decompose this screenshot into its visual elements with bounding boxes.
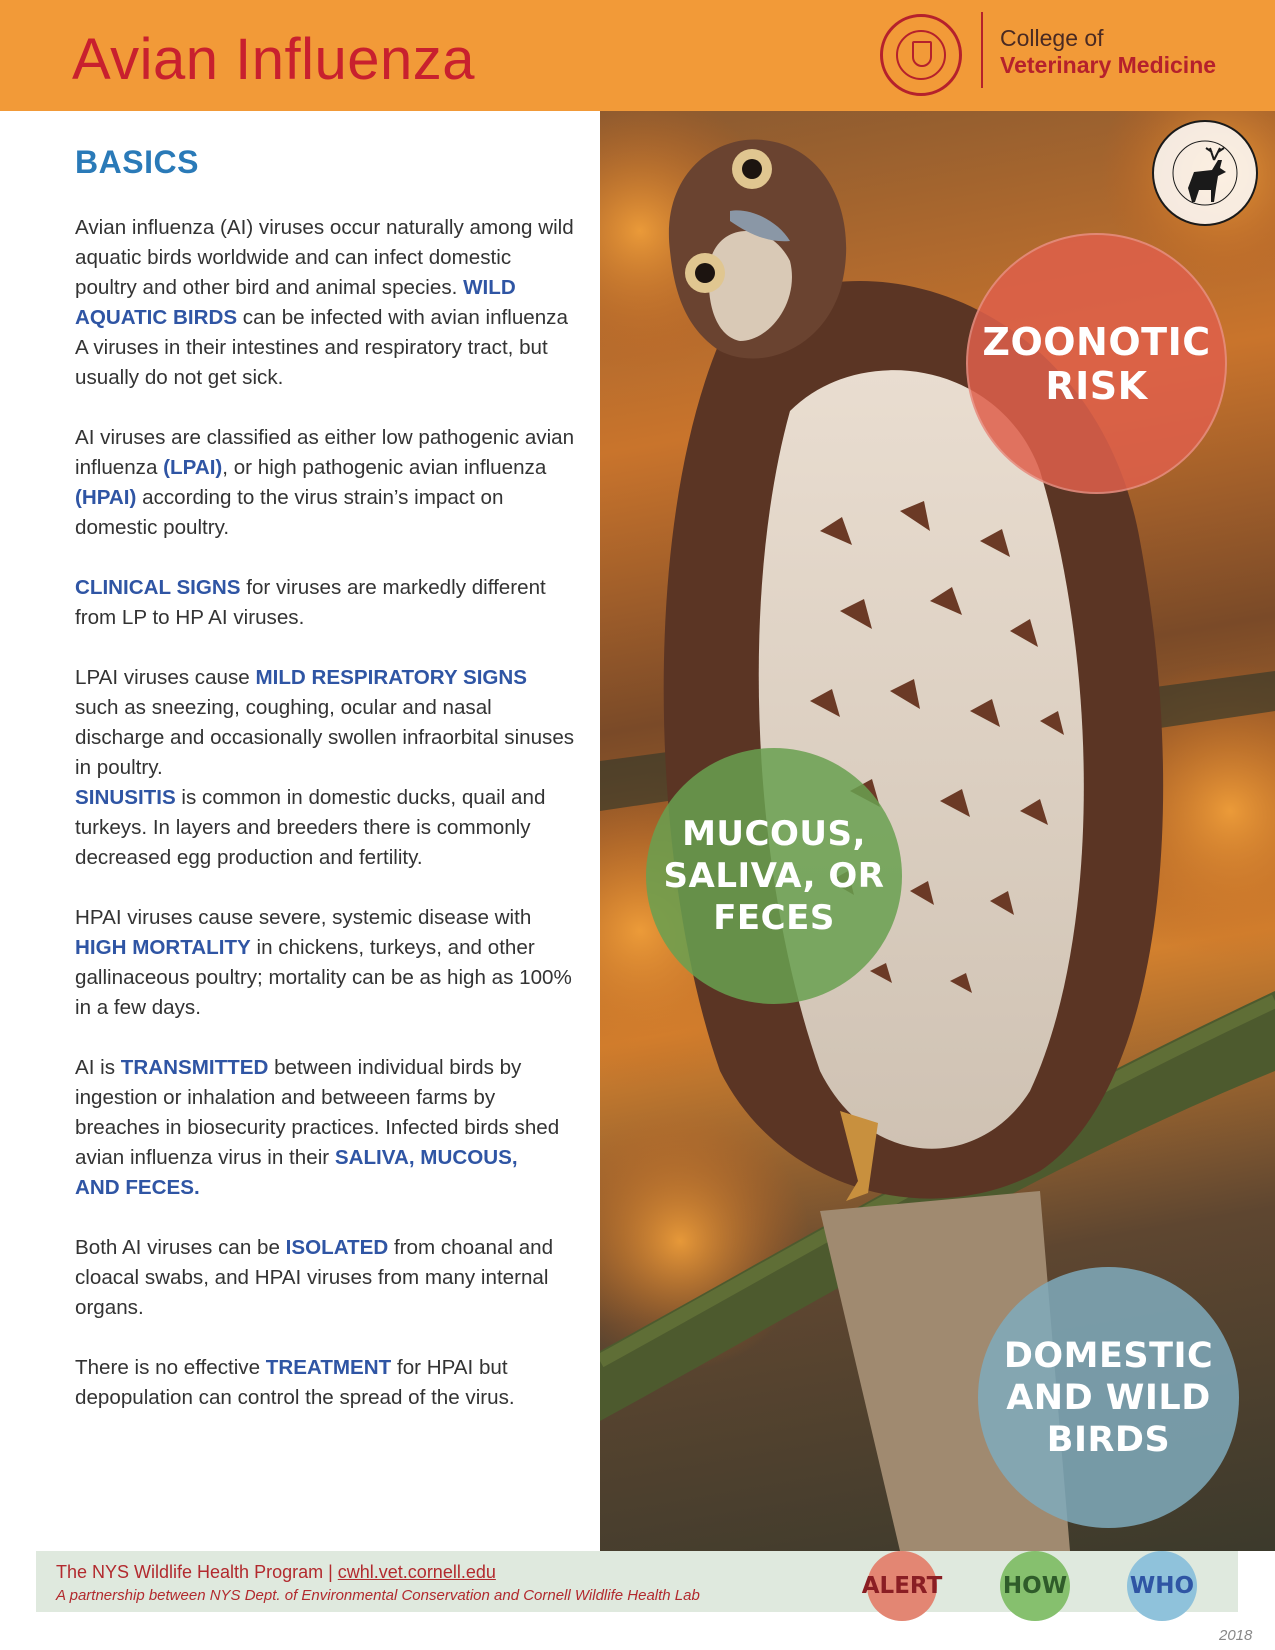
- college-name-line1: College of: [1000, 25, 1104, 51]
- paragraph-sinusitis: SINUSITIS is common in domestic ducks, quail and turkeys. In layers and breeders there is commonly decreased egg production and fertility.: [75, 786, 546, 869]
- highlight-sinusitis: SINUSITIS: [75, 786, 176, 809]
- highlight-hpai: (HPAI): [75, 486, 137, 509]
- zoonotic-risk-circle: ZOONOTIC RISK: [966, 233, 1227, 494]
- paragraph-hpai-mortality: HPAI viruses cause severe, systemic disease with HIGH MORTALITY in chickens, turkeys, and other gallinaceous poultry; mortality can be as high as 100% in a few days.: [75, 906, 572, 1019]
- highlight-mild-respiratory-signs: MILD RESPIRATORY SIGNS: [255, 666, 528, 689]
- deer-icon: [1150, 118, 1260, 228]
- paragraph-lpai-signs: LPAI viruses cause MILD RESPIRATORY SIGNS such as sneezing, coughing, ocular and nasal discharge and occasionally swollen infraorbital sinuses in poultry.: [75, 666, 575, 779]
- wildlife-restoration-logo: [1150, 118, 1260, 228]
- paragraph-treatment: There is no effective TREATMENT for HPAI but depopulation can control the spread of the virus.: [75, 1356, 515, 1409]
- paragraph-transmission: AI is TRANSMITTED between individual birds by ingestion or inhalation and betweeen farms by breaches in biosecurity practices. Infected birds shed avian influenza virus in their SALIVA, MUCOUS, AND FECES.: [75, 1056, 560, 1199]
- footer-partnership: A partnership between NYS Dept. of Environmental Conservation and Cornell Wildlife Health Lab: [56, 1587, 700, 1604]
- program-name: The NYS Wildlife Health Program: [56, 1562, 324, 1582]
- highlight-saliva-mucous: SALIVA, MUCOUS,: [334, 1146, 518, 1169]
- highlight-transmitted: TRANSMITTED: [120, 1056, 269, 1079]
- domestic-wild-birds-circle: DOMESTIC AND WILD BIRDS: [978, 1267, 1239, 1528]
- how-button[interactable]: HOW: [1000, 1551, 1070, 1621]
- highlight-isolated: ISOLATED: [285, 1236, 389, 1259]
- header-divider: [981, 12, 983, 88]
- highlight-clinical-signs: CLINICAL SIGNS: [75, 576, 241, 599]
- paragraph-classification: AI viruses are classified as either low pathogenic avian influenza (LPAI), or high pathogenic avian influenza (HPAI) according to the virus strain’s impact on domestic poultry.: [75, 426, 575, 539]
- paragraph-intro: Avian influenza (AI) viruses occur naturally among wild aquatic birds worldwide and can infect domestic poultry and other bird and animal species. WILD AQUATIC BIRDS can be infected with avian influenza A viruses in their intestines and respiratory tract, but usually do not get sick.: [75, 216, 574, 389]
- section-heading: BASICS: [75, 144, 199, 180]
- seal-shield-icon: [912, 41, 932, 67]
- footer-program-line: The NYS Wildlife Health Program | cwhl.vet.cornell.edu: [56, 1562, 496, 1582]
- paragraph-clinical-signs: CLINICAL SIGNS for viruses are markedly different from LP to HP AI viruses.: [75, 576, 546, 629]
- highlight-lpai: (LPAI): [163, 456, 223, 479]
- college-name-line2: Veterinary Medicine: [1000, 52, 1217, 78]
- mucous-saliva-feces-circle: MUCOUS, SALIVA, OR FECES: [646, 748, 902, 1004]
- publication-year: 2018: [1219, 1627, 1253, 1644]
- highlight-wild-aquatic-birds: WILD AQUATIC BIRDS: [75, 276, 516, 329]
- page-title: Avian Influenza: [72, 27, 476, 92]
- alert-button[interactable]: ALERT: [867, 1551, 937, 1621]
- body-text: [75, 213, 575, 1443]
- highlight-high-mortality: HIGH MORTALITY: [75, 936, 251, 959]
- highlight-treatment: TREATMENT: [265, 1356, 392, 1379]
- program-url-link[interactable]: cwhl.vet.cornell.edu: [337, 1562, 496, 1582]
- paragraph-isolation: Both AI viruses can be ISOLATED from choanal and cloacal swabs, and HPAI viruses from many internal organs.: [75, 1236, 554, 1319]
- who-button[interactable]: WHO: [1127, 1551, 1197, 1621]
- highlight-and-feces: AND FECES.: [75, 1176, 200, 1199]
- cornell-seal-logo: [880, 14, 962, 96]
